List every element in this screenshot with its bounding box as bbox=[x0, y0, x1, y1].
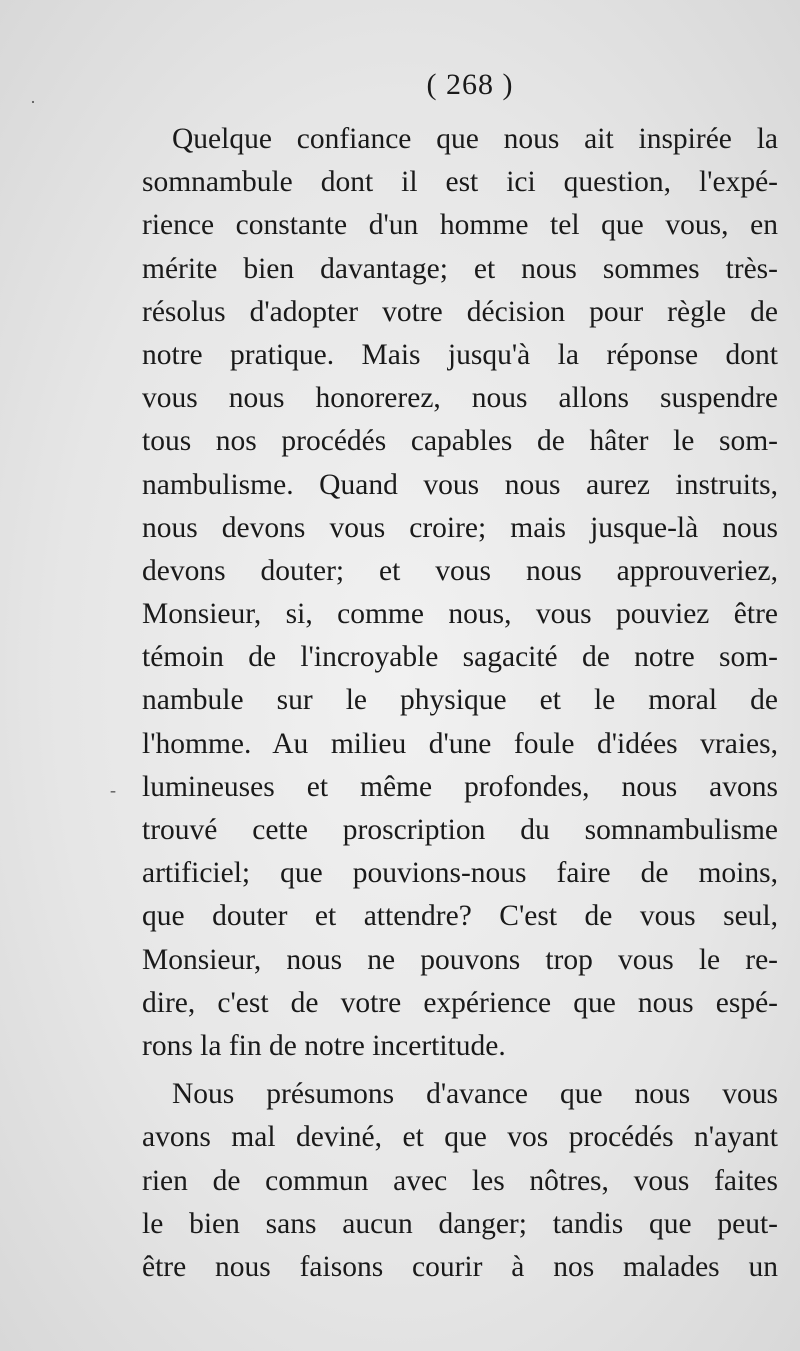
text-line: lumineuses et même profondes, nous avons bbox=[142, 770, 778, 803]
text-line: devons douter; et vous nous approuveriez, bbox=[142, 554, 778, 587]
text-line: artificiel; que pouvions-nous faire de moins, bbox=[142, 857, 778, 890]
margin-dot: · bbox=[30, 92, 36, 112]
text-line: nous devons vous croire; mais jusque-là nous bbox=[142, 511, 778, 544]
text-line: dire, c'est de votre expérience que nous espé- bbox=[142, 986, 778, 1019]
text-line: tous nos procédés capables de hâter le som- bbox=[142, 425, 778, 458]
text-line: l'homme. Au milieu d'une foule d'idées vraies, bbox=[142, 727, 778, 760]
text-line: nambule sur le physique et le moral de bbox=[142, 684, 778, 717]
paragraph-1 bbox=[142, 118, 778, 1068]
text-line: être nous faisons courir à nos malades un bbox=[142, 1250, 778, 1283]
text-line: Monsieur, nous ne pouvons trop vous le re- bbox=[142, 943, 778, 976]
text-line: Quelque confiance que nous ait inspirée la bbox=[172, 123, 778, 155]
text-line: Monsieur, si, comme nous, vous pouviez être bbox=[142, 598, 778, 631]
text-line: trouvé cette proscription du somnambulisme bbox=[142, 814, 778, 846]
text-line: vous nous honorerez, nous allons suspendre bbox=[142, 382, 778, 415]
paragraph-2 bbox=[142, 1073, 778, 1289]
text-line: résolus d'adopter votre décision pour règle de bbox=[142, 295, 778, 328]
text-line: rons la fin de notre incertitude. bbox=[142, 1029, 506, 1062]
text-line: le bien sans aucun danger; tandis que peut- bbox=[142, 1207, 778, 1240]
page-number: ( 268 ) bbox=[426, 68, 514, 101]
text-line: rience constante d'un homme tel que vous, en bbox=[142, 209, 778, 242]
text-line: nambulisme. Quand vous nous aurez instruits, bbox=[142, 468, 778, 501]
text-line: avons mal deviné, et que vos procédés n'ayant bbox=[142, 1121, 778, 1154]
margin-dot: - bbox=[110, 780, 116, 800]
text-line: témoin de l'incroyable sagacité de notre som- bbox=[142, 641, 778, 674]
text-line: mérite bien davantage; et nous sommes très- bbox=[142, 252, 778, 285]
text-line: notre pratique. Mais jusqu'à la réponse dont bbox=[142, 338, 778, 371]
text-line: Nous présumons d'avance que nous vous bbox=[172, 1078, 778, 1111]
text-line: que douter et attendre? C'est de vous seul, bbox=[142, 900, 778, 933]
text-line: rien de commun avec les nôtres, vous faites bbox=[142, 1164, 778, 1197]
text-line: somnambule dont il est ici question, l'expé- bbox=[142, 166, 778, 199]
body-text bbox=[142, 118, 778, 1289]
